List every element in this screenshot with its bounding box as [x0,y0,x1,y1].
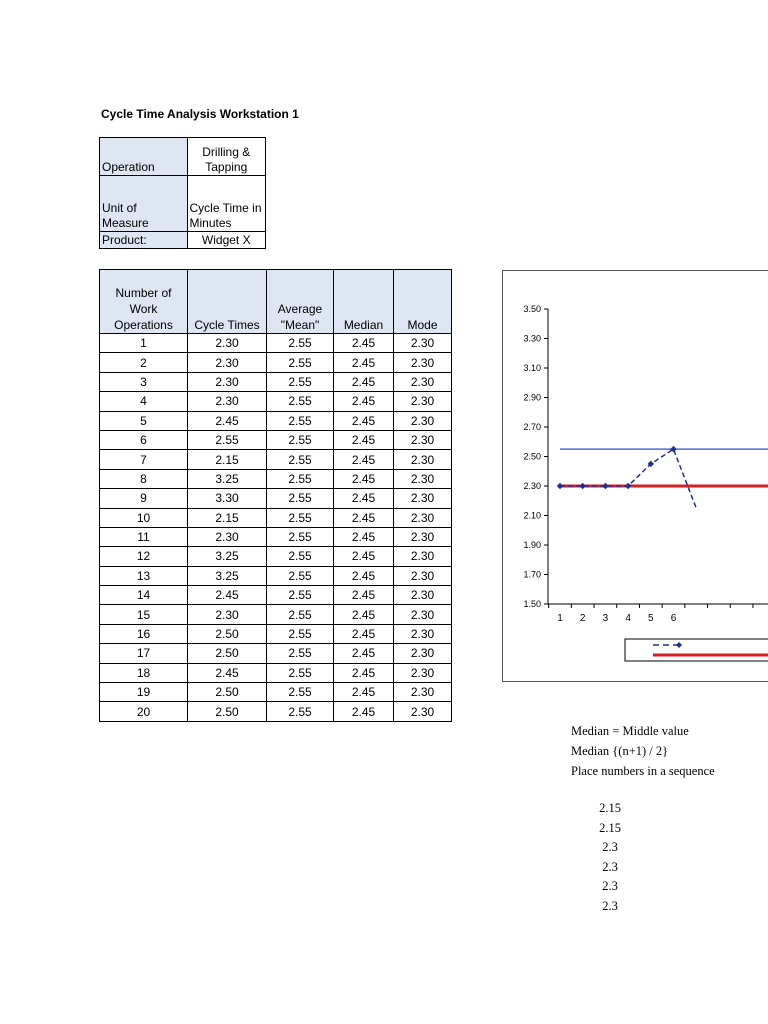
table-cell: 2.55 [188,430,267,449]
table-cell: 3.25 [188,469,267,488]
table-cell: 2.45 [334,663,394,682]
sorted-value: 2.15 [599,820,621,835]
table-row [100,392,452,411]
x-tick-label: 3 [602,613,609,624]
table-cell: 2.45 [334,392,394,411]
table-cell: 2.30 [394,663,452,682]
table-cell: 9 [100,489,188,508]
table-cell: 14 [100,586,188,605]
table-cell: 2.30 [394,547,452,566]
table-cell: 2.55 [267,469,334,488]
table-cell: 2.45 [334,353,394,372]
y-tick-label: 2.50 [523,451,541,462]
note-line: Place numbers in a sequence [571,764,715,778]
table-cell: 2.30 [394,489,452,508]
table-row [100,566,452,585]
table-cell: 7 [100,450,188,469]
table-cell: 2.45 [334,624,394,643]
x-tick-label: 6 [670,613,677,624]
table-cell: 2.30 [394,353,452,372]
table-cell: 2.30 [188,334,267,353]
table-row [100,430,452,449]
y-tick-label: 2.70 [523,422,541,432]
table-cell: 2.55 [267,527,334,546]
table-cell: 2.30 [394,411,452,430]
info-row-product [100,232,266,249]
table-cell: 18 [100,663,188,682]
y-tick-label: 3.50 [523,304,541,314]
table-cell: 2.55 [267,392,334,411]
info-value: Drilling & Tapping [187,138,266,176]
table-cell: 2.45 [334,334,394,353]
table-cell: 12 [100,547,188,566]
table-body [100,334,452,722]
table-cell: 2.55 [267,489,334,508]
table-row [100,527,452,546]
info-table [99,137,266,249]
y-tick-label: 3.10 [523,363,541,373]
info-label: Unit of Measure [100,176,188,232]
table-cell: 2.45 [188,411,267,430]
sorted-value: 2.3 [602,898,618,913]
table-cell: 2.30 [394,430,452,449]
table-cell: 2.30 [394,644,452,663]
sorted-value: 2.15 [599,801,621,815]
table-row [100,489,452,508]
table-row [100,334,452,353]
table-cell: 17 [100,644,188,663]
column-header: Mode [394,270,452,334]
table-cell: 3.25 [188,547,267,566]
table-cell: 2.55 [267,508,334,527]
info-label: Product: [100,232,188,249]
table-cell: 3.25 [188,566,267,585]
table-cell: 2.55 [267,372,334,391]
y-tick-label: 3.30 [523,333,541,344]
table-row [100,469,452,488]
table-cell: 2.45 [188,663,267,682]
sorted-value: 2.3 [602,859,618,874]
table-cell: 2.50 [188,624,267,643]
table-cell: 3 [100,372,188,391]
table-cell: 4 [100,392,188,411]
table-cell: 11 [100,527,188,546]
table-cell: 2.30 [394,527,452,546]
table-cell: 2.30 [394,702,452,721]
table-cell: 2.30 [394,450,452,469]
info-row-operation [100,138,266,176]
table-cell: 2.45 [334,411,394,430]
table-cell: 3.30 [188,489,267,508]
table-cell: 2.50 [188,683,267,702]
table-cell: 2.45 [334,566,394,585]
column-header: Median [334,270,394,334]
table-cell: 2.30 [394,334,452,353]
x-tick-label: 5 [648,613,654,624]
y-tick-label: 1.90 [523,540,541,550]
note-line: Median {(n+1) / 2} [571,744,669,758]
table-cell: 20 [100,702,188,721]
x-tick-label: 4 [625,613,631,624]
table-cell: 2.55 [267,644,334,663]
table-cell: 2.30 [394,683,452,702]
table-cell: 2.55 [267,547,334,566]
table-cell: 2.45 [334,430,394,449]
table-cell: 2.30 [394,624,452,643]
table-cell: 2.45 [334,450,394,469]
table-cell: 2.45 [334,702,394,721]
x-tick-label: 1 [557,613,563,624]
cycle-time-point [580,483,586,489]
median-notes [571,721,768,781]
table-cell: 10 [100,508,188,527]
table-cell: 16 [100,624,188,643]
table-cell: 2.45 [334,469,394,488]
table-cell: 2.55 [267,702,334,721]
info-value: Cycle Time in Minutes [187,176,266,232]
table-cell: 2.15 [188,508,267,527]
cycle-time-point [557,483,563,489]
cycle-time-table [99,269,452,722]
table-row [100,644,452,663]
table-cell: 2.45 [334,489,394,508]
table-cell: 2.45 [334,508,394,527]
table-cell: 2.15 [188,450,267,469]
table-row [100,702,452,721]
info-value: Widget X [187,232,266,249]
table-cell: 15 [100,605,188,624]
table-cell: 2.30 [188,527,267,546]
table-cell: 2.45 [188,586,267,605]
column-header: Number of Work Operations [100,270,188,334]
table-cell: 2.55 [267,334,334,353]
table-cell: 6 [100,430,188,449]
table-row [100,663,452,682]
note-line: Median = Middle value [571,724,689,738]
table-cell: 2.45 [334,527,394,546]
table-cell: 13 [100,566,188,585]
table-cell: 2.55 [267,586,334,605]
table-cell: 2.45 [334,605,394,624]
table-cell: 2 [100,353,188,372]
chart-svg [503,271,768,681]
table-cell: 2.30 [394,392,452,411]
y-tick-label: 2.90 [523,392,541,403]
table-row [100,586,452,605]
table-row [100,547,452,566]
table-cell: 2.30 [394,372,452,391]
table-row [100,353,452,372]
table-row [100,683,452,702]
table-cell: 2.45 [334,586,394,605]
info-row-unit [100,176,266,232]
table-cell: 2.30 [394,605,452,624]
table-cell: 2.30 [394,566,452,585]
info-label: Operation [100,138,188,176]
table-cell: 2.45 [334,372,394,391]
table-cell: 5 [100,411,188,430]
table-cell: 2.30 [394,508,452,527]
table-cell: 2.55 [267,624,334,643]
table-cell: 2.45 [334,644,394,663]
table-cell: 2.45 [334,683,394,702]
table-cell: 2.30 [188,605,267,624]
cycle-time-point [602,483,608,489]
table-cell: 2.55 [267,430,334,449]
table-cell: 2.55 [267,450,334,469]
sorted-value: 2.3 [602,840,618,854]
table-cell: 2.55 [267,353,334,372]
table-cell: 2.55 [267,683,334,702]
sorted-value: 2.3 [602,879,618,893]
table-cell: 2.30 [188,372,267,391]
y-tick-label: 2.10 [523,510,541,521]
column-header: Cycle Times [188,270,267,334]
table-cell: 1 [100,334,188,353]
table-cell: 2.50 [188,702,267,721]
cycle-times-series-line [560,449,696,508]
table-row [100,605,452,624]
cycle-time-chart [502,270,768,682]
table-cell: 2.30 [188,392,267,411]
table-cell: 2.50 [188,644,267,663]
table-row [100,411,452,430]
column-header: Average "Mean" [267,270,334,334]
table-row [100,624,452,643]
table-cell: 2.30 [394,469,452,488]
y-tick-label: 2.30 [523,481,541,491]
cycle-time-point [625,483,631,489]
table-cell: 2.55 [267,663,334,682]
table-row [100,508,452,527]
sorted-values-list [580,799,640,916]
y-tick-label: 1.70 [523,569,541,580]
table-cell: 19 [100,683,188,702]
legend-box [625,639,768,661]
y-tick-label: 1.50 [523,599,541,609]
table-cell: 2.55 [267,411,334,430]
table-cell: 2.55 [267,605,334,624]
table-cell: 2.55 [267,566,334,585]
table-row [100,450,452,469]
table-cell: 2.45 [334,547,394,566]
table-cell: 8 [100,469,188,488]
table-row [100,372,452,391]
x-tick-label: 2 [579,613,586,624]
table-cell: 2.30 [394,586,452,605]
table-header-row [100,270,452,334]
sheet-title: Cycle Time Analysis Workstation 1 [101,107,299,121]
table-cell: 2.30 [188,353,267,372]
